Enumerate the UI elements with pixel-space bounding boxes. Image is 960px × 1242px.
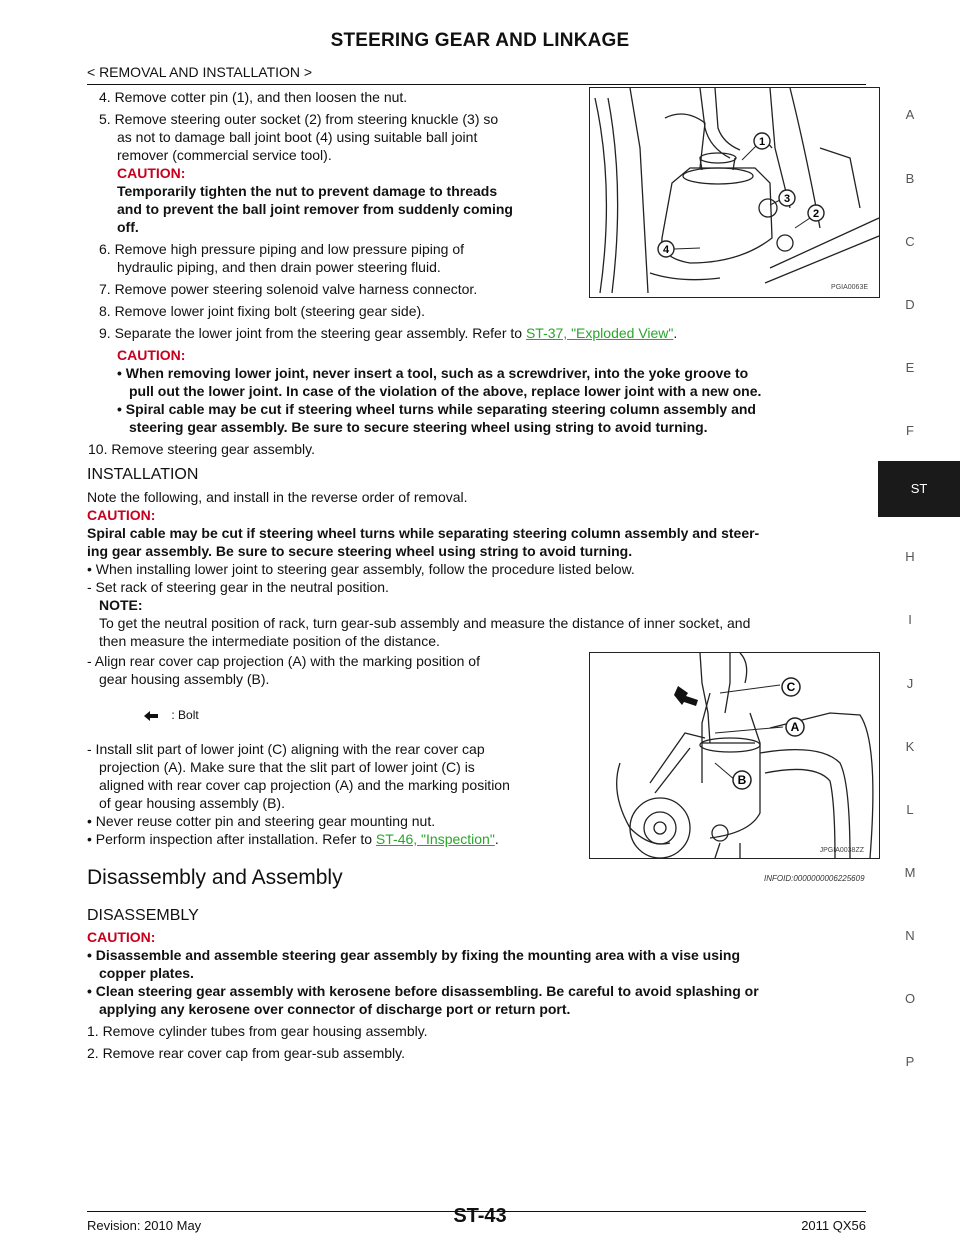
step-6-line1: 6. Remove high pressure piping and low pressure piping of xyxy=(99,241,464,257)
install-dash: aligned with rear cover cap projection (A) and the marking position xyxy=(99,777,510,793)
caution-text: and to prevent the ball joint remover from suddenly coming xyxy=(117,201,513,217)
install-dash: projection (A). Make sure that the slit part of lower joint (C) is xyxy=(99,759,475,775)
caution-label: CAUTION: xyxy=(87,507,156,523)
callout-b: B xyxy=(737,773,747,787)
lower-joint-figure xyxy=(589,652,880,859)
vehicle-model: 2011 QX56 xyxy=(801,1218,866,1233)
index-letter-c[interactable]: C xyxy=(905,234,915,249)
disassembly-step-1: 1. Remove cylinder tubes from gear housing assembly. xyxy=(87,1023,428,1039)
step-5-line2: as not to damage ball joint boot (4) using suitable ball joint xyxy=(117,129,478,145)
step-7: 7. Remove power steering solenoid valve harness connector. xyxy=(99,281,478,297)
caution-bullet: pull out the lower joint. In case of the violation of the above, replace lower joint with a new one. xyxy=(129,383,762,399)
callout-2: 2 xyxy=(812,208,820,220)
caution-bullet: • When removing lower joint, never insert a tool, such as a screwdriver, into the yoke groove to xyxy=(117,365,749,381)
step-5-line1: 5. Remove steering outer socket (2) from steering knuckle (3) so xyxy=(99,111,499,127)
caution-label: CAUTION: xyxy=(87,929,156,945)
section-title: Disassembly and Assembly xyxy=(87,866,343,889)
install-bullet xyxy=(87,830,499,848)
figure-id: JPGIA0038ZZ xyxy=(819,847,864,854)
caution-bullet: • Clean steering gear assembly with kerosene before disassembling. Be careful to avoid splashing or xyxy=(87,983,759,999)
index-letter-e[interactable]: E xyxy=(905,360,915,375)
index-letter-f[interactable]: F xyxy=(906,423,914,438)
install-dash: - Set rack of steering gear in the neutral position. xyxy=(87,579,389,595)
bolt-legend xyxy=(144,708,199,722)
disassembly-heading: DISASSEMBLY xyxy=(87,907,199,924)
install-bullet: • Never reuse cotter pin and steering gear mounting nut. xyxy=(87,813,436,829)
callout-a: A xyxy=(790,720,800,734)
note-text: To get the neutral position of rack, turn gear-sub assembly and measure the distance of inner socket, and xyxy=(99,615,751,631)
disassembly-step-2: 2. Remove rear cover cap from gear-sub assembly. xyxy=(87,1045,405,1061)
step-9-tail: . xyxy=(673,325,678,341)
lower-joint-illustration xyxy=(590,653,879,858)
revision-date: Revision: 2010 May xyxy=(87,1218,202,1233)
bolt-arrow-icon xyxy=(674,686,698,706)
callout-4: 4 xyxy=(662,244,670,256)
info-id: INFOID:0000000006225609 xyxy=(764,874,865,883)
breadcrumb: < REMOVAL AND INSTALLATION > xyxy=(87,64,313,80)
index-letter-l[interactable]: L xyxy=(906,802,914,817)
step-10: 10. Remove steering gear assembly. xyxy=(88,441,315,457)
figure-id: PGIA0063E xyxy=(831,284,868,291)
inspection-link[interactable]: ST-46, "Inspection" xyxy=(375,831,495,847)
caution-bullet: steering gear assembly. Be sure to secure steering wheel using string to avoid turning. xyxy=(129,419,708,435)
step-9-text: 9. Separate the lower joint from the steering gear assembly. Refer to xyxy=(99,325,526,341)
ball-joint-illustration xyxy=(590,88,879,297)
caution-label: CAUTION: xyxy=(117,347,186,363)
step-6-line2: hydraulic piping, and then drain power steering fluid. xyxy=(117,259,441,275)
exploded-view-link[interactable]: ST-37, "Exploded View" xyxy=(525,325,674,341)
index-letter-k[interactable]: K xyxy=(905,739,915,754)
header-divider xyxy=(87,84,866,85)
caution-text: Spiral cable may be cut if steering wheel turns while separating steering column assembly and steer- xyxy=(87,525,760,541)
install-bullet: • When installing lower joint to steering gear assembly, follow the procedure listed below. xyxy=(87,561,635,577)
step-5-line3: remover (commercial service tool). xyxy=(117,147,332,163)
step-8: 8. Remove lower joint fixing bolt (steering gear side). xyxy=(99,303,426,319)
index-letter-j[interactable]: J xyxy=(906,676,914,691)
index-letter-p[interactable]: P xyxy=(905,1054,915,1069)
bullet-tail: . xyxy=(494,831,499,847)
index-letter-b[interactable]: B xyxy=(905,171,915,186)
installation-heading: INSTALLATION xyxy=(87,466,199,483)
index-letter-n[interactable]: N xyxy=(905,928,915,943)
index-letter-o[interactable]: O xyxy=(904,991,916,1006)
caution-text: off. xyxy=(117,219,139,235)
caution-label: CAUTION: xyxy=(117,165,186,181)
caution-bullet: • Spiral cable may be cut if steering wheel turns while separating steering column assembly and xyxy=(117,401,756,417)
arrow-icon xyxy=(144,711,158,721)
index-letter-i[interactable]: I xyxy=(908,612,912,627)
page-number: ST-43 xyxy=(453,1205,507,1227)
installation-intro: Note the following, and install in the reverse order of removal. xyxy=(87,489,468,505)
note-label: NOTE: xyxy=(99,597,143,613)
index-letter-h[interactable]: H xyxy=(905,549,915,564)
install-dash: of gear housing assembly (B). xyxy=(99,795,285,811)
index-letter-a[interactable]: A xyxy=(905,107,915,122)
step-4: 4. Remove cotter pin (1), and then loosen the nut. xyxy=(99,89,408,105)
caution-bullet: • Disassemble and assemble steering gear assembly by fixing the mounting area with a vise using xyxy=(87,947,741,963)
page-title: STEERING GEAR AND LINKAGE xyxy=(330,30,630,51)
caution-bullet: applying any kerosene over connector of discharge port or return port. xyxy=(99,1001,571,1017)
index-active-st[interactable]: ST xyxy=(878,461,960,517)
bullet-text: • Perform inspection after installation. Refer to xyxy=(87,831,376,847)
callout-3: 3 xyxy=(783,193,791,205)
install-dash: - Align rear cover cap projection (A) with the marking position of xyxy=(87,653,480,669)
install-dash: gear housing assembly (B). xyxy=(99,671,270,687)
step-9 xyxy=(99,324,677,342)
section-index-sidebar xyxy=(880,0,960,1242)
install-dash: - Install slit part of lower joint (C) aligning with the rear cover cap xyxy=(87,741,485,757)
ball-joint-figure xyxy=(589,87,880,298)
index-letter-d[interactable]: D xyxy=(905,297,915,312)
index-letter-m[interactable]: M xyxy=(904,865,916,880)
callout-c: C xyxy=(786,680,796,694)
callout-1: 1 xyxy=(758,136,766,148)
caution-text: Temporarily tighten the nut to prevent damage to threads xyxy=(117,183,498,199)
caution-bullet: copper plates. xyxy=(99,965,194,981)
bolt-legend-label: : Bolt xyxy=(171,708,199,722)
note-text: then measure the intermediate position of the distance. xyxy=(99,633,440,649)
caution-text: ing gear assembly. Be sure to secure steering wheel using string to avoid turning. xyxy=(87,543,633,559)
